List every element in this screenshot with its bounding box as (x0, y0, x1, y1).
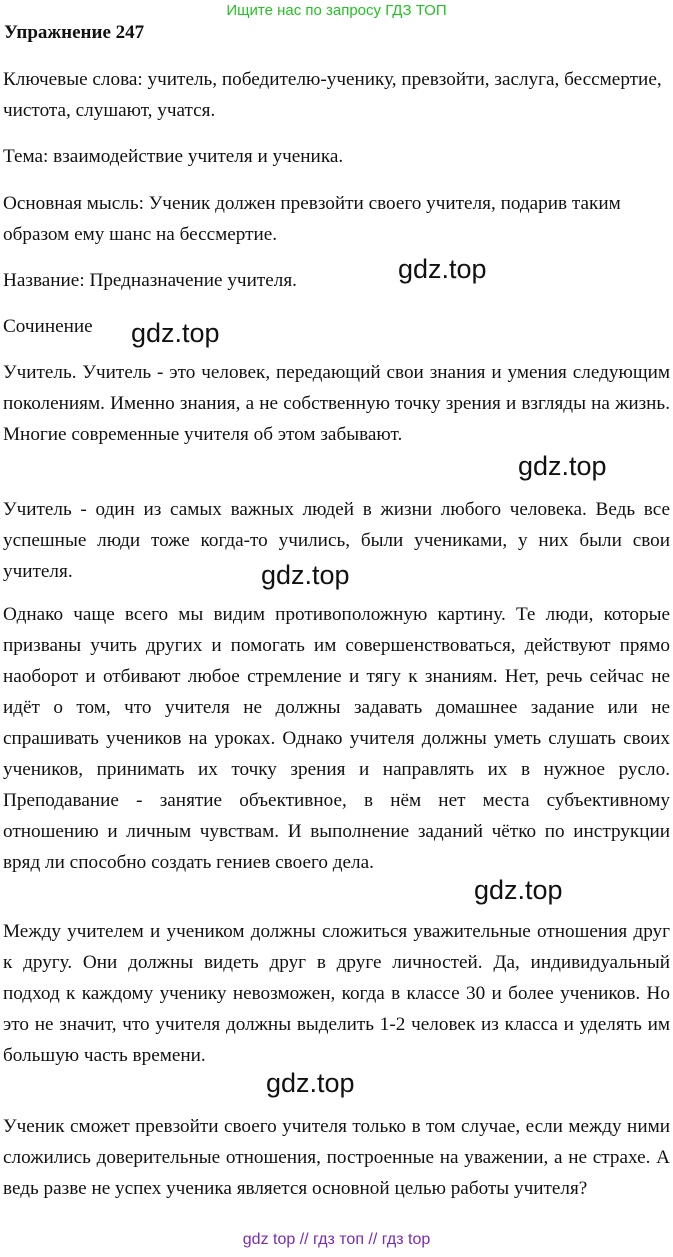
essay-paragraph-1: Учитель. Учитель - это человек, передающий свои знания и умения следующим поколениям. Именно знания, а не собственную точку зрения и взгляды на жизнь. Многие современные учителя об этом забывают. (3, 362, 670, 445)
watermark: gdz.top (474, 875, 563, 905)
main-idea-text: Основная мысль: Ученик должен превзойти своего учителя, подарив таким образом ему шанс на бессмертие. (3, 193, 621, 245)
watermark: gdz.top (398, 254, 487, 284)
essay-paragraph-4: Между учителем и учеником должны сложиться уважительные отношения друг к другу. Они должны видеть друг в друге личностей. Да, индивидуальный подход к каждому ученику невозможен, когда в классе 30 и более учеников. Но это не значит, что учителя должны выделить 1-2 человек из класса и уделять им большую часть времени. (3, 921, 670, 1066)
exercise-heading: Упражнение 247 (4, 22, 145, 43)
essay-paragraph-2: Учитель - один из самых важных людей в жизни любого человека. Ведь все успешные люди тоже когда-то учились, были учениками, у них были свои учителя. (3, 499, 670, 582)
title-text: Название: Предназначение учителя. (3, 270, 297, 291)
footer-watermark: gdz top // гдз топ // гдз top (242, 1231, 431, 1248)
essay-label: Сочинение (3, 316, 93, 337)
watermark: gdz.top (131, 318, 220, 348)
watermark: gdz.top (261, 560, 350, 590)
topic-text: Тема: взаимодействие учителя и ученика. (3, 146, 344, 167)
essay-paragraph-3: Однако чаще всего мы видим противоположную картину. Те люди, которые призваны учить других и помогать им совершенствоваться, действуют прямо наоборот и отбивают любое стремление и тягу к знаниям. Нет, речь сейчас не идёт о том, что учителя не должны задавать домашнее задание или не спрашивать учеников на уроках. Однако учителя должны уметь слушать своих учеников, принимать их точку зрения и направлять их в нужное русло. Преподавание - занятие объективное, в нём нет места субъективному отношению и личным чувствам. И выполнение заданий чётко по инструкции вряд ли способно создать гениев своего дела. (3, 604, 670, 873)
essay-paragraph-5: Ученик сможет превзойти своего учителя только в том случае, если между ними сложились доверительные отношения, построенные на уважении, а не страхе. А ведь разве не успех ученика является основной целью работы учителя? (3, 1116, 670, 1199)
watermark: gdz.top (518, 451, 607, 481)
keywords-text: Ключевые слова: учитель, победителю-ученику, превзойти, заслуга, бессмертие, чистота, слушают, учатся. (3, 69, 662, 121)
top-banner: Ищите нас по запросу ГДЗ ТОП (226, 2, 447, 19)
watermark: gdz.top (266, 1068, 355, 1098)
